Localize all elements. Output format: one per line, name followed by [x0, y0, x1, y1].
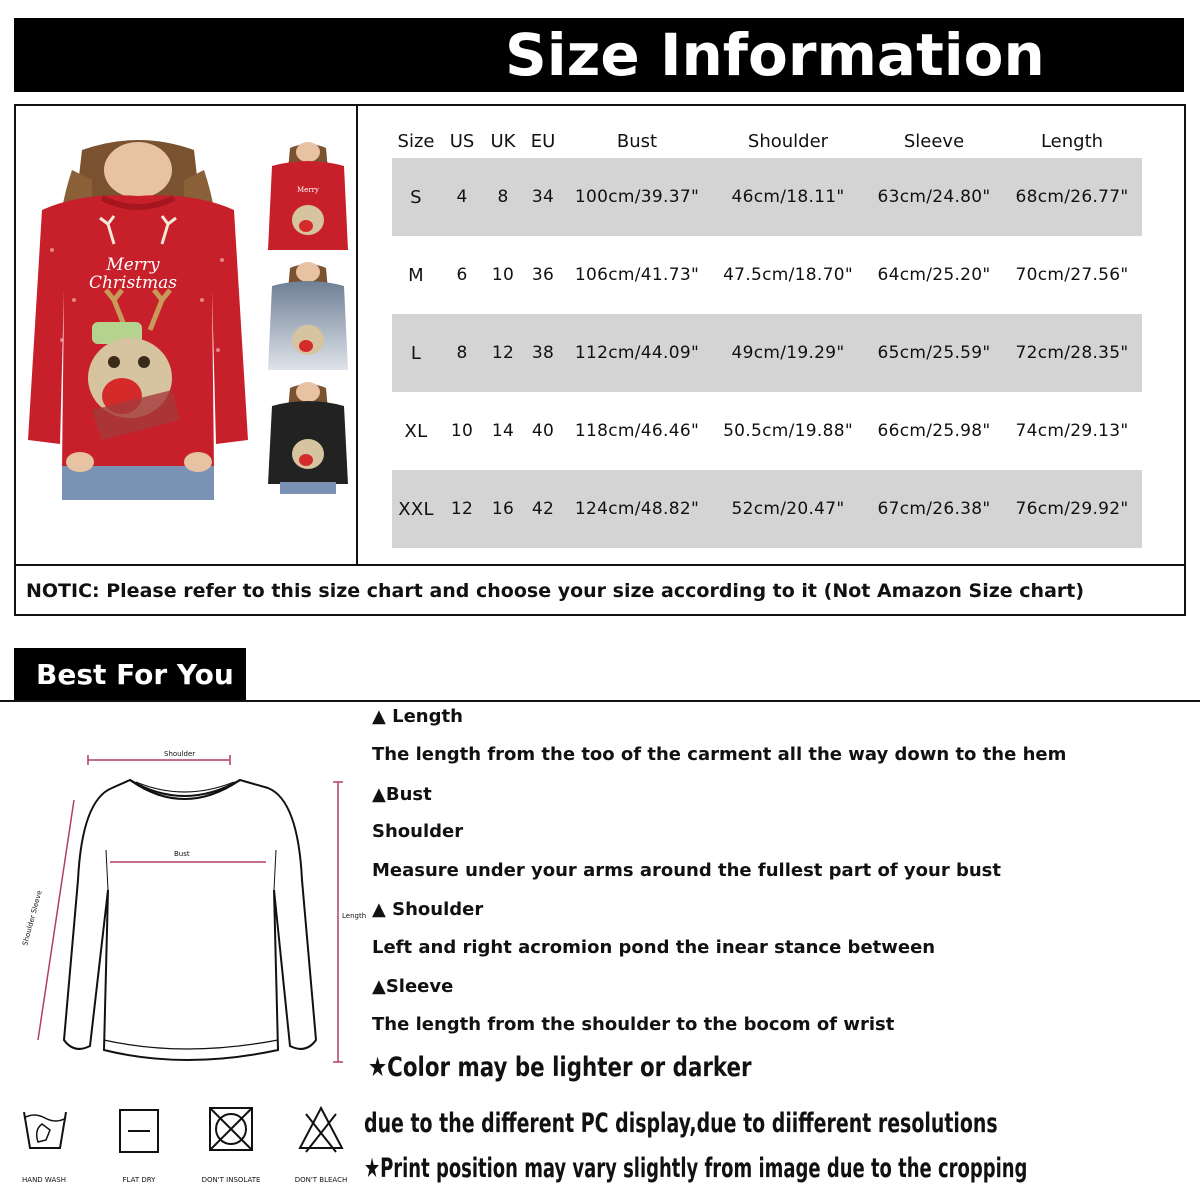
section-divider	[0, 700, 1200, 702]
table-cell: 46cm/18.11"	[710, 158, 866, 236]
color-note: ★Color may be lighter or darker	[368, 1052, 752, 1083]
product-thumbnail-gray[interactable]	[266, 260, 350, 376]
svg-text:Merry: Merry	[297, 186, 319, 194]
hand-wash-icon	[20, 1104, 70, 1154]
table-cell: 8	[484, 158, 522, 236]
column-header: Sleeve	[903, 130, 965, 152]
instruction-shoulder-title: ▲ Shoulder	[372, 899, 484, 920]
size-cell: M	[408, 264, 424, 286]
size-table	[392, 124, 1142, 548]
table-cell: 68cm/26.77"	[1002, 158, 1142, 236]
table-cell: 50.5cm/19.88"	[723, 421, 853, 441]
size-cell: XL	[404, 420, 428, 442]
best-for-you-title: Best For You	[36, 658, 234, 691]
table-cell: 6	[456, 265, 468, 285]
instruction-length-title: ▲ Length	[372, 706, 463, 727]
flat-dry-icon	[116, 1106, 162, 1156]
table-cell: 8	[440, 314, 484, 392]
table-cell: 112cm/44.09"	[564, 314, 710, 392]
diagram-label-length: Length	[342, 912, 367, 920]
table-cell: 65cm/25.59"	[866, 314, 1002, 392]
column-header: US	[449, 130, 475, 152]
table-cell: 40	[531, 421, 555, 441]
do-not-bleach-icon	[296, 1104, 346, 1154]
size-cell: XXL	[392, 470, 440, 548]
product-thumbnail-red[interactable]	[266, 140, 350, 256]
page-title: Size Information	[505, 21, 1045, 89]
table-cell: 49cm/19.29"	[710, 314, 866, 392]
care-label-dont-insolate: DON'T INSOLATE	[201, 1176, 261, 1184]
table-row	[392, 392, 1142, 470]
table-cell: 14	[491, 421, 515, 441]
table-cell: 70cm/27.56"	[1015, 265, 1129, 285]
column-header: Length	[1040, 130, 1104, 152]
instruction-bust-subtitle: Shoulder	[372, 821, 464, 842]
table-cell: 67cm/26.38"	[866, 470, 1002, 548]
table-cell: 124cm/48.82"	[564, 470, 710, 548]
table-cell: 16	[484, 470, 522, 548]
instruction-bust-text: Measure under your arms around the fullest part of your bust	[372, 860, 1001, 881]
table-cell: 72cm/28.35"	[1002, 314, 1142, 392]
table-cell: 12	[484, 314, 522, 392]
table-cell: 63cm/24.80"	[866, 158, 1002, 236]
product-thumbnail-black[interactable]	[266, 380, 350, 496]
diagram-label-sleeve: Shoulder Sleeve	[21, 889, 44, 947]
table-cell: 47.5cm/18.70"	[723, 265, 853, 285]
instruction-sleeve-text: The length from the shoulder to the bocom of wrist	[372, 1014, 895, 1035]
notice-row	[16, 564, 1184, 614]
instruction-shoulder-text: Left and right acromion pond the inear stance between	[372, 937, 936, 958]
table-header-row	[392, 124, 1142, 158]
instruction-bust-title: ▲Bust	[372, 784, 432, 805]
table-cell: 106cm/41.73"	[574, 265, 700, 285]
print-position-note: ★Print position may vary slightly from image due to the cropping	[364, 1153, 1028, 1184]
product-image-panel	[16, 106, 358, 564]
size-table-panel	[360, 106, 1184, 564]
column-header: Bust	[616, 130, 658, 152]
table-cell: 52cm/20.47"	[710, 470, 866, 548]
table-cell: 4	[440, 158, 484, 236]
instruction-length-text: The length from the too of the carment all the way down to the hem	[372, 744, 1067, 765]
display-note: due to the different PC display,due to diifferent resolutions	[364, 1108, 998, 1139]
measurement-diagram	[20, 740, 360, 1080]
table-cell: 10	[491, 265, 515, 285]
product-main-image	[22, 140, 254, 500]
product-print-text: Merry Christmas	[88, 255, 178, 293]
column-header: Size	[397, 130, 435, 152]
diagram-label-shoulder: Shoulder	[164, 750, 196, 758]
table-row	[392, 236, 1142, 314]
table-cell: 66cm/25.98"	[877, 421, 991, 441]
do-not-tumble-icon	[206, 1104, 256, 1154]
table-cell: 118cm/46.46"	[574, 421, 700, 441]
care-label-flat-dry: FLAT DRY	[122, 1176, 156, 1184]
size-notice: NOTIC: Please refer to this size chart and choose your size according to it (Not Amazon Size chart)	[26, 580, 1085, 602]
table-cell: 12	[440, 470, 484, 548]
column-header: EU	[530, 130, 556, 152]
column-header: UK	[490, 130, 516, 152]
table-cell: 36	[531, 265, 555, 285]
table-cell: 42	[522, 470, 564, 548]
table-cell: 64cm/25.20"	[877, 265, 991, 285]
instruction-sleeve-title: ▲Sleeve	[372, 976, 454, 997]
size-cell: L	[392, 314, 440, 392]
table-row	[392, 158, 1142, 236]
care-label-hand-wash: HAND WASH	[22, 1176, 66, 1184]
table-cell: 10	[450, 421, 474, 441]
table-row	[392, 314, 1142, 392]
table-cell: 100cm/39.37"	[564, 158, 710, 236]
size-chart-box	[14, 104, 1186, 616]
table-cell: 76cm/29.92"	[1002, 470, 1142, 548]
column-header: Shoulder	[747, 130, 829, 152]
table-cell: 34	[522, 158, 564, 236]
care-label-dont-bleach: DON'T BLEACH	[294, 1176, 348, 1184]
size-cell: S	[392, 158, 440, 236]
diagram-label-bust: Bust	[174, 850, 190, 858]
table-cell: 38	[522, 314, 564, 392]
table-cell: 74cm/29.13"	[1015, 421, 1129, 441]
table-row	[392, 470, 1142, 548]
